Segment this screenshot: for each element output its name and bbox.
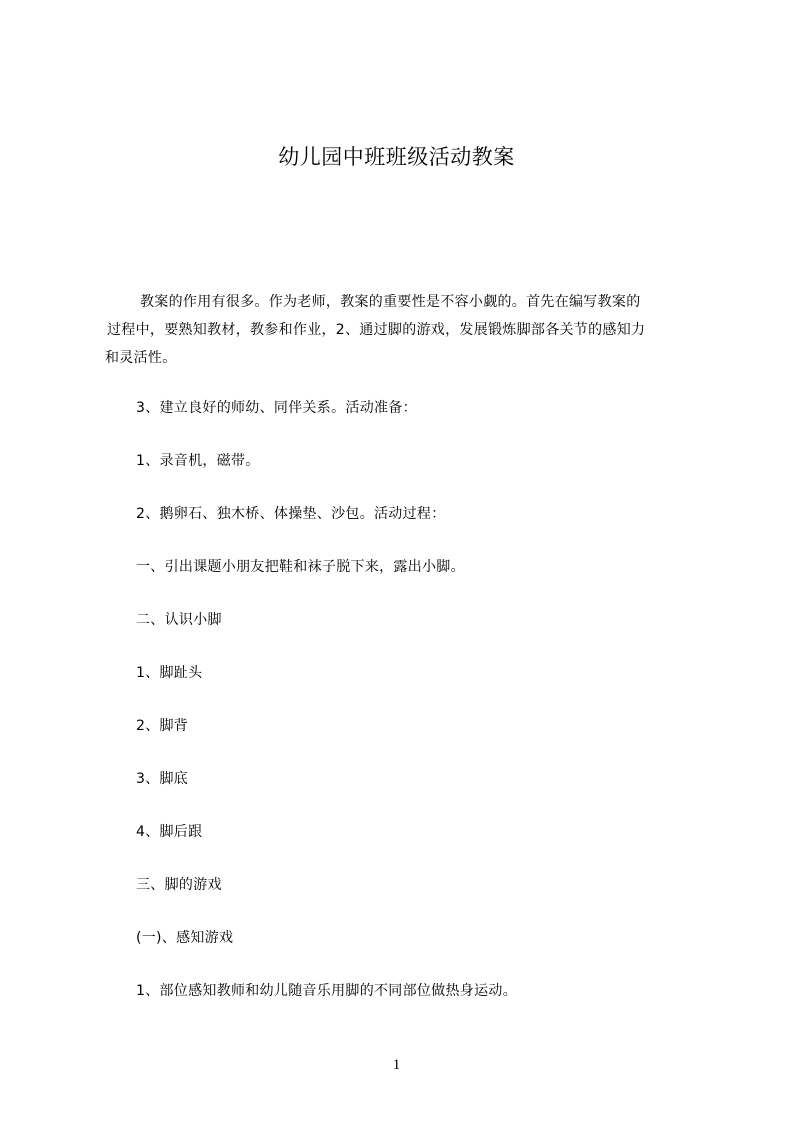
intro-paragraph [105, 288, 698, 372]
paragraph-goal-3: 3、建立良好的师幼、同伴关系。活动准备： [136, 400, 417, 416]
paragraph-step-1: 一、引出课题小朋友把鞋和袜子脱下来，露出小脚。 [136, 559, 465, 575]
paragraph-toes: 1、脚趾头 [136, 665, 203, 681]
intro-line-3: 和灵活性。 [105, 350, 177, 366]
intro-line-2: 过程中，要熟知教材，教参和作业，2、通过脚的游戏，发展锻炼脚部各关节的感知力 [107, 322, 646, 338]
paragraph-warmup: 1、部位感知教师和幼儿随音乐用脚的不同部位做热身运动。 [136, 983, 518, 999]
paragraph-sole: 3、脚底 [136, 771, 189, 787]
paragraph-instep: 2、脚背 [136, 718, 189, 734]
paragraph-step-3: 三、脚的游戏 [136, 877, 222, 893]
paragraph-heel: 4、脚后跟 [136, 824, 203, 840]
paragraph-perception-game: (一)、感知游戏 [136, 930, 234, 946]
page-number: 1 [392, 1057, 401, 1073]
paragraph-prep-1: 1、录音机，磁带。 [136, 453, 260, 469]
paragraph-step-2: 二、认识小脚 [136, 612, 222, 628]
paragraph-prep-2: 2、鹅卵石、独木桥、体操垫、沙包。活动过程： [136, 506, 446, 522]
intro-line-1: 教案的作用有很多。作为老师，教案的重要性是不容小觑的。首先在编写教案的 [140, 294, 641, 310]
document-title: 幼儿园中班班级活动教案 [278, 145, 515, 169]
